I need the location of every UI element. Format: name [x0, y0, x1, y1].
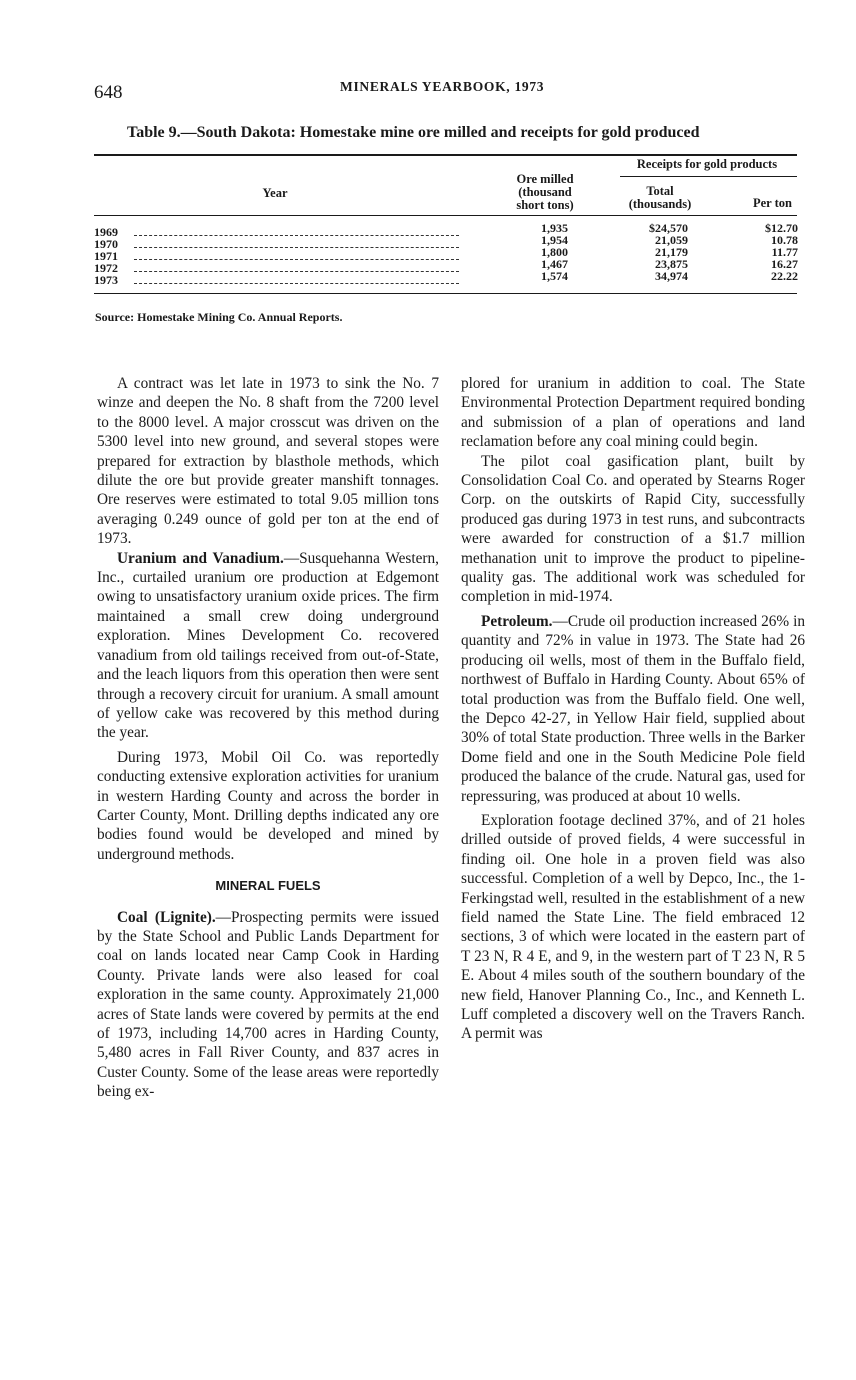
total-column-header: [610, 185, 710, 211]
receipts-group-rule: [620, 176, 797, 177]
per-ton-value: 16.27: [771, 257, 798, 271]
running-head: MINERALS YEARBOOK, 1973: [340, 79, 545, 94]
paragraph-coal-continued: plored for uranium in addition to coal. The State Environmental Protection Department required bonding and submission of a plan of operations and land reclamation before any coal mining could begin.: [461, 375, 805, 451]
table-source-note: Source: Homestake Mining Co. Annual Reports.: [95, 310, 343, 324]
right-text-column: [461, 374, 805, 1044]
table-row-year: 1969: [94, 225, 118, 239]
total-header-line: Total: [646, 184, 674, 198]
table-row-year: 1973: [94, 273, 118, 287]
header-bottom-rule: [94, 215, 797, 216]
ore-milled-header-line: Ore milled: [516, 172, 574, 186]
ore-milled-value: 1,935: [541, 221, 568, 235]
table-top-rule: [94, 154, 797, 156]
paragraph-mobil-oil: During 1973, Mobil Oil Co. was reportedly conducting extensive exploration activities for uranium in western Harding County and across the border in Carter County, Mont. Drilling depths indicated any ore bodies found would be developed and mined by underground methods.: [97, 748, 439, 863]
paragraph-uranium-vanadium: [97, 549, 439, 743]
per-ton-value: $12.70: [765, 221, 798, 235]
total-receipts-value: 34,974: [655, 269, 688, 283]
paragraph-exploration: Exploration footage declined 37%, and of 21 holes drilled outside of proved fields, 4 were successful in finding oil. One hole in a proven field was also successful. Completion of a well by Depco, Inc., the 1-Ferkingstad well, resulted in the establishment of a new field named the State Line. The field embraced 12 sections, 3 of which were located in the eastern part of T 23 N, R 4 E, and 9, in the western part of T 23 N, R 5 E. About 4 miles south of the southern boundary of the new field, Hanover Planning Co., Inc., and Kenneth L. Luff completed a discovery well on the Travers Ranch. A permit was: [461, 811, 805, 1043]
uranium-vanadium-text: —Susquehanna Western, Inc., curtailed uranium ore production at Edgemont owing to unsatisfactory uranium oxide prices. The firm maintained a small crew doing underground exploration. Mines Development Co. recovered vanadium from old tailings received from out-of-State, and the leach liquors from this operation then were sent through a recovery circuit for uranium. A small amount of yellow cake was recovered by this method during the year.: [97, 549, 439, 742]
ore-milled-value: 1,954: [541, 233, 568, 247]
ore-milled-header-line: short tons): [516, 198, 574, 212]
dot-leader: [134, 235, 459, 236]
petroleum-text: —Crude oil production increased 26% in quantity and 72% in value in 1973. The State had 26 producing oil wells, most of them in the Buffalo field, northwest of Buffalo in Harding County. About 65% of total production was from the Buffalo field. One well, the Depco 42-27, in Yellow Hair field, supplied about 30% of total State production. Three wells in the Barker Dome field and one in the South Medicine Pole field produced the balance of the crude. Natural gas, used for repressuring, was produced at about 10 wells.: [461, 612, 805, 805]
per-ton-column-header: Per ton: [753, 196, 792, 210]
year-column-header: Year: [262, 186, 288, 200]
coal-lignite-heading: Coal (Lignite).: [117, 908, 216, 926]
table-title: Table 9.—South Dakota: Homestake mine ore milled and receipts for gold produced: [127, 124, 700, 141]
per-ton-value: 11.77: [771, 245, 798, 259]
table-bottom-rule: [94, 293, 797, 294]
petroleum-heading: Petroleum.: [481, 612, 553, 630]
table-row-year: 1970: [94, 237, 118, 251]
table-row-year: 1972: [94, 261, 118, 275]
total-receipts-value: $24,570: [649, 221, 688, 235]
coal-lignite-text: —Prospecting permits were issued by the State School and Public Lands Department for coal on lands located near Camp Cook in Harding County. Private lands were also leased for coal exploration in the same county. Approximately 21,000 acres of State lands were covered by permits at the end of 1973, including 14,700 acres in Harding County, 5,480 acres in Fall River County, and 837 acres in Custer County. Some of the lease areas were reportedly being ex-: [97, 908, 439, 1101]
total-header-line: (thousands): [628, 197, 692, 211]
section-heading-mineral-fuels: MINERAL FUELS: [215, 878, 321, 894]
dot-leader: [134, 271, 459, 272]
dot-leader: [134, 247, 459, 248]
paragraph-contract: A contract was let late in 1973 to sink the No. 7 winze and deepen the No. 8 shaft from the 7200 level to the 8000 level. A major crosscut was driven on the 5300 level into new ground, and several stopes were prepared for extraction by blasthole methods, which dilute the ore but provide greater manshift tonnages. Ore reserves were estimated to total 9.05 million tons averaging 0.249 ounce of gold per ton at the end of 1973.: [97, 375, 439, 548]
ore-milled-value: 1,800: [541, 245, 568, 259]
paragraph-coal-lignite: [97, 908, 439, 1102]
dot-leader: [134, 283, 459, 284]
dot-leader: [134, 259, 459, 260]
total-receipts-value: 21,179: [655, 245, 688, 259]
paragraph-coal-gasification: The pilot coal gasification plant, built by Consolidation Coal Co. and operated by Stearns Roger Corp. on the outskirts of Rapid City, successfully produced gas during 1973 in test runs, and subcontracts were awarded for construction of a $1.7 million methanation unit to improve the product to pipeline-quality gas. The additional work was scheduled for completion in mid-1974.: [461, 452, 805, 606]
total-receipts-value: 23,875: [655, 257, 688, 271]
ore-milled-header-line: (thousand: [518, 185, 572, 199]
page-number: 648: [94, 82, 123, 103]
per-ton-value: 10.78: [771, 233, 798, 247]
ore-milled-value: 1,574: [541, 269, 568, 283]
receipts-group-header: Receipts for gold products: [636, 157, 778, 171]
table-row-year: 1971: [94, 249, 118, 263]
uranium-vanadium-heading: Uranium and Vanadium.: [117, 549, 284, 567]
per-ton-value: 22.22: [771, 269, 798, 283]
ore-milled-column-header: [495, 173, 595, 212]
paragraph-petroleum: [461, 612, 805, 806]
ore-milled-value: 1,467: [541, 257, 568, 271]
left-text-column: [97, 374, 439, 1102]
total-receipts-value: 21,059: [655, 233, 688, 247]
